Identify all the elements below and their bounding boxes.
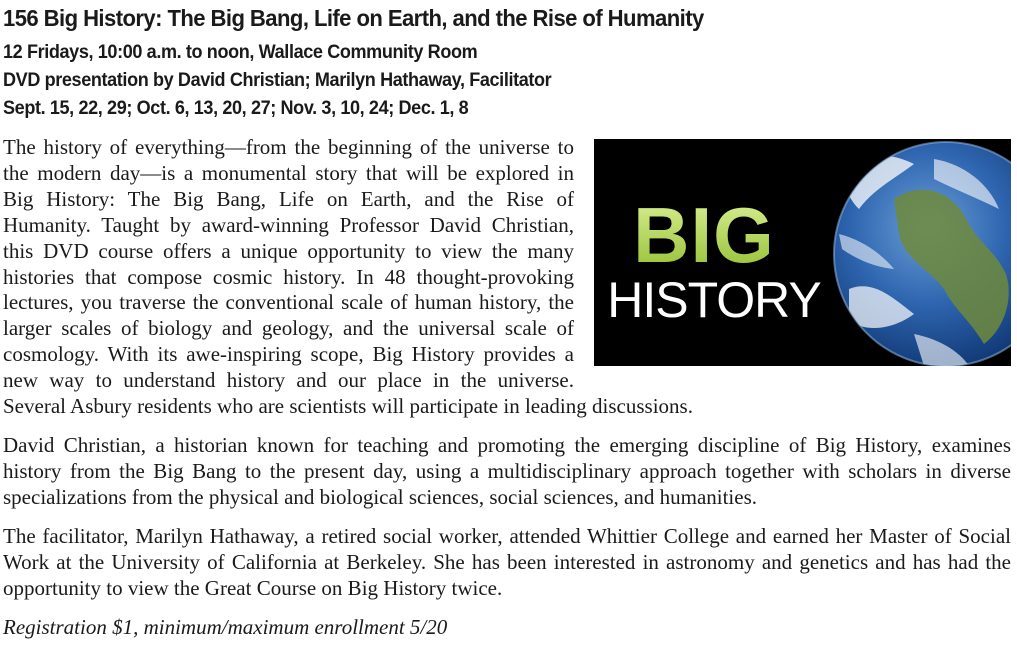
course-description — [3, 135, 1011, 640]
logo-line1: BIG — [633, 191, 775, 279]
course-listing — [3, 4, 1011, 640]
course-presenter: DVD presentation by David Christian; Marilyn Hathaway, Facilitator — [3, 70, 552, 91]
course-title: 156 Big History: The Big Bang, Life on Earth, and the Rise of Humanity — [3, 5, 704, 31]
logo-line2: HISTORY — [607, 272, 821, 328]
description-paragraph-2: David Christian, a historian known for teaching and promoting the emerging discipline of Big History, examines history from the Big Bang to the present day, using a multidisciplinary approach together with scholars in diverse specializations from the physical and biological sciences, social sciences, and humanities. — [3, 432, 1011, 509]
registration-info: Registration $1, minimum/maximum enrollment 5/20 — [3, 615, 448, 640]
big-history-logo — [594, 139, 1011, 366]
course-dates: Sept. 15, 22, 29; Oct. 6, 13, 20, 27; Nov. 3, 10, 24; Dec. 1, 8 — [3, 98, 469, 119]
description-paragraph-1: The history of everything—from the beginning of the universe to the modern day—is a monumental story that will be explored in Big History: The Big Bang, Life on Earth, and the Rise of Humanity. Taught by award-winning Professor David Christian, this DVD course offers a unique opportunity to view the many histories that compose cosmic history. In 48 thought-provoking lectures, you traverse the conventional scale of human history, the larger scales of biology and geology, and the universal scale of cosmology. With its awe-inspiring scope, Big History provides a new way to understand history and our place in the universe. Several Asbury residents who are scientists will participate in leading discussions. — [3, 135, 693, 419]
description-paragraph-3: The facilitator, Marilyn Hathaway, a retired social worker, attended Whittier College and earned her Master of Social Work at the University of California at Berkeley. She has been interested in astronomy and genetics and has had the opportunity to view the Great Course on Big History twice. — [3, 523, 1011, 600]
course-schedule: 12 Fridays, 10:00 a.m. to noon, Wallace Community Room — [3, 42, 478, 63]
big-history-image — [594, 139, 1011, 366]
